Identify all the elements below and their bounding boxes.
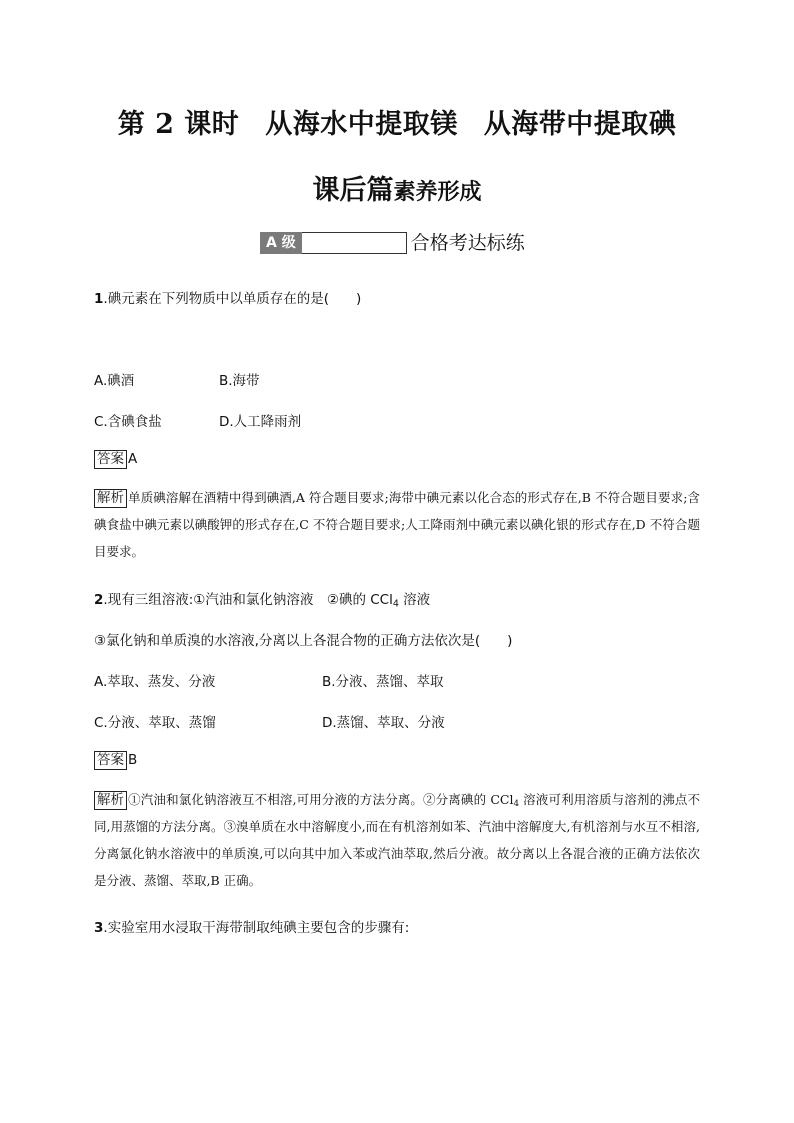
level-box — [302, 232, 407, 254]
q1-analysis-text: 单质碘溶解在酒精中得到碘酒,A 符合题目要求;海带中碘元素以化合态的形式存在,B 不符合题目要求;含碘食盐中碘元素以碘酸钾的形式存在,C 不符合题目要求;人工降雨剂中碘元素以碘化银的形式存在,D 不符合题目要求。 — [94, 490, 700, 559]
question-2-number: 2 — [94, 592, 104, 608]
question-1-text: .碘元素在下列物质中以单质存在的是( ) — [103, 291, 362, 307]
q2-analysis-text-a: ①汽油和氯化钠溶液互不相溶,可用分液的方法分离。②分离碘的 CCl — [128, 792, 514, 807]
analysis-tag: 解析 — [94, 791, 127, 810]
q1-answer — [94, 450, 137, 469]
q2-option-b: B.分液、蒸馏、萃取 — [322, 674, 444, 690]
question-3-number: 3 — [94, 920, 104, 936]
lesson-topic-magnesium: 从海水中提取镁 — [265, 109, 458, 140]
q2-analysis-text-b: 溶液可利用溶质与溶剂的沸点不同,用蒸馏的方法分离。③溴单质在水中溶解度小,而在有机溶剂如苯、汽油中溶解度大,有机溶剂与水互不相溶,分离氯化钠水溶液中的单质溴,可以向其中加入苯或汽油萃取,然后分液。故分离以上各混合液的正确方法依次是分液、蒸馏、萃取,B 正确。 — [94, 792, 700, 888]
answer-tag: 答案 — [94, 450, 127, 469]
q1-option-a: A.碘酒 — [94, 373, 135, 389]
level-text: 合格考达标练 — [410, 232, 525, 254]
q2-answer — [94, 751, 137, 770]
q2-analysis — [94, 786, 700, 894]
question-2-text-a-end: 溶液 — [398, 592, 431, 608]
q2-answer-value: B — [128, 752, 138, 768]
level-header — [260, 226, 525, 254]
section-subtitle — [0, 168, 794, 207]
q2-option-d: D.蒸馏、萃取、分液 — [322, 715, 445, 731]
lesson-number: 第 2 课时 — [117, 109, 240, 140]
lesson-topic-iodine: 从海带中提取碘 — [483, 109, 677, 140]
question-2-subscript: 4 — [392, 598, 399, 610]
level-badge: A 级 — [260, 232, 302, 254]
q2-analysis-subscript: 4 — [513, 799, 520, 810]
question-3-text: .实验室用水浸取干海带制取纯碘主要包含的步骤有: — [103, 920, 410, 936]
q1-option-d: D.人工降雨剂 — [219, 414, 302, 430]
q2-option-a: A.萃取、蒸发、分液 — [94, 674, 216, 690]
question-3-stem — [94, 916, 409, 936]
q1-option-c: C.含碘食盐 — [94, 414, 162, 430]
subtitle-small: 素养形成 — [393, 179, 482, 205]
q1-option-b: B.海带 — [219, 373, 260, 389]
question-2-stem-continued: ③氯化钠和单质溴的水溶液,分离以上各混合物的正确方法依次是( ) — [94, 633, 513, 649]
question-2-text-a: .现有三组溶液:①汽油和氯化钠溶液 ②碘的 CCl — [103, 592, 393, 608]
answer-tag: 答案 — [94, 751, 127, 770]
subtitle-main: 课后篇 — [312, 175, 394, 206]
q1-answer-value: A — [128, 451, 138, 467]
page-title — [0, 102, 794, 141]
question-2-stem — [94, 588, 430, 608]
question-1-stem — [94, 287, 361, 307]
analysis-tag: 解析 — [94, 489, 127, 508]
q1-analysis — [94, 484, 700, 565]
q2-option-c: C.分液、萃取、蒸馏 — [94, 715, 216, 731]
question-1-number: 1 — [94, 291, 104, 307]
